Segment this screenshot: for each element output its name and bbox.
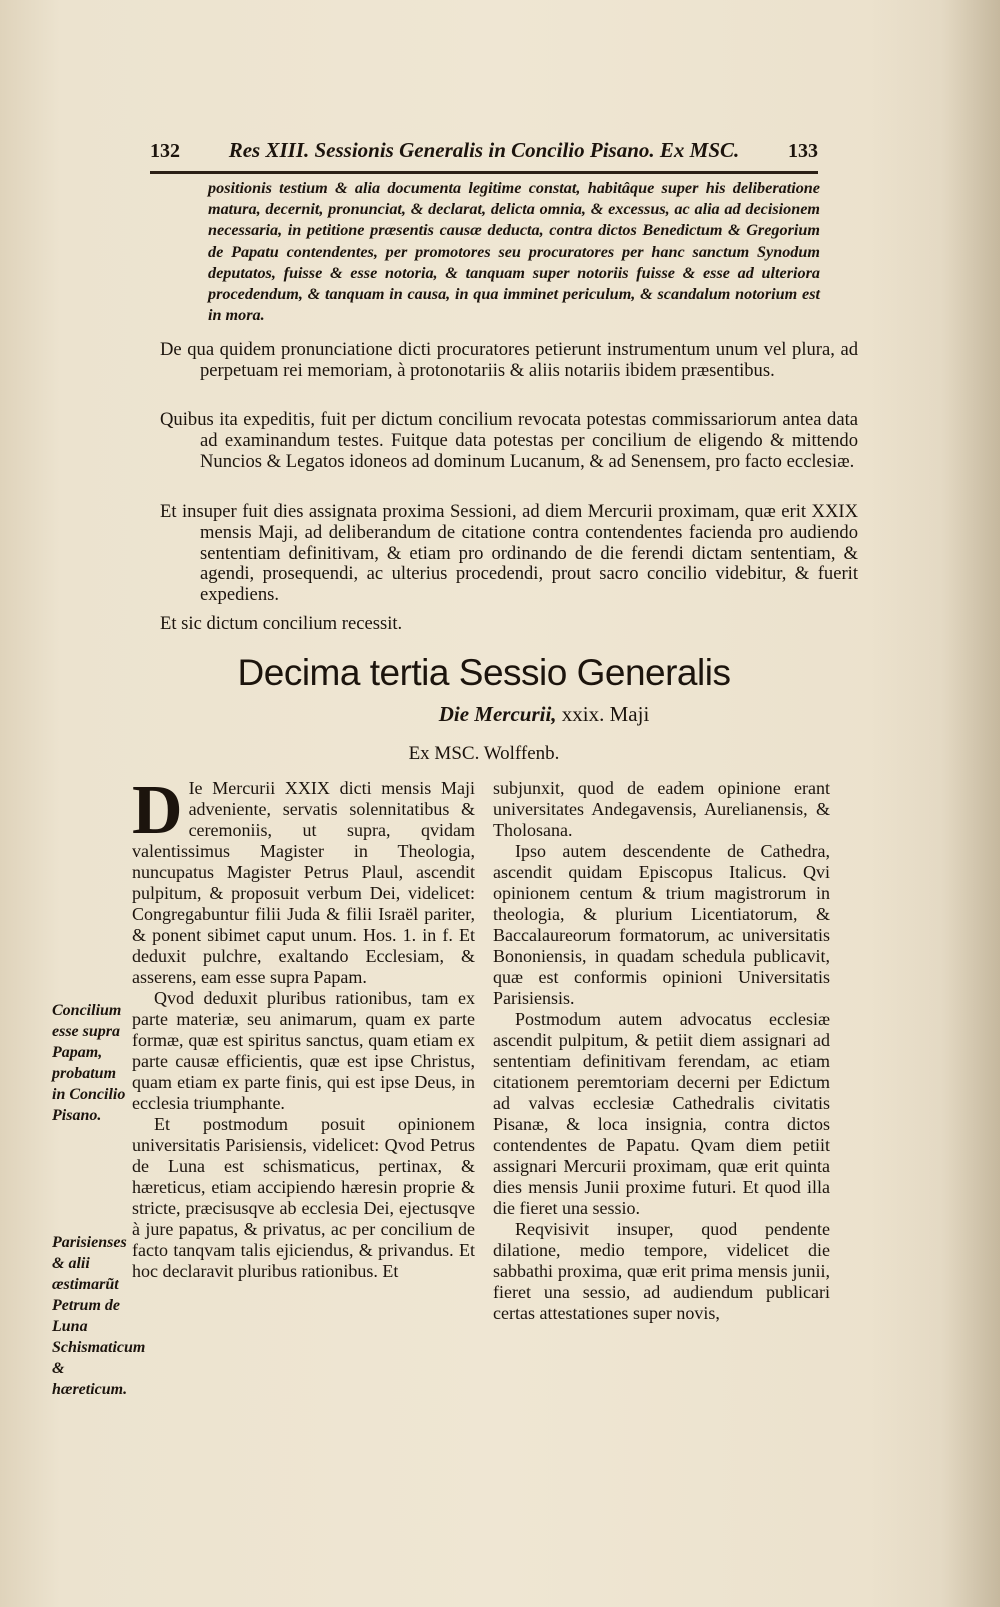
page-number-left: 132 bbox=[150, 140, 180, 162]
page-shadow bbox=[870, 0, 1000, 1607]
margin-note-concilium: Concilium esse supra Papam, probatum in Concilio Pisano. bbox=[52, 1002, 126, 1124]
paragraph-pronunciatione: De qua quidem pronunciatione dicti procuratores petierunt instrumentum unum vel plura, ad perpetuam rei memoriam, à protonotariis & aliis notariis ibidem præsentibus. bbox=[160, 339, 858, 381]
subtitle-day: Die Mercurii, bbox=[438, 702, 557, 726]
header-rule bbox=[150, 171, 818, 174]
paragraph-recessit: Et sic dictum concilium recessit. bbox=[160, 613, 403, 634]
subtitle-date: xxix. Maji bbox=[561, 702, 650, 726]
left-paragraph-2: Qvod deduxit pluribus rationibus, tam ex parte materiæ, seu animarum, quam ex parte formæ, quæ est spiritus sanctus, quam etiam ex parte causæ efficientis, quæ est ipse Christus, quam etiam ex parte finis, qui est ipse Deus, in ecclesia triumphante. bbox=[132, 988, 475, 1113]
section-title: Decima tertia Sessio Generalis bbox=[237, 652, 731, 693]
right-paragraph-2: Ipso autem descendente de Cathedra, ascendit quidam Episcopus Italicus. Qvi opinionem centum & trium magistrorum in theologia, & plurium Licentiatorum, & Baccalaureorum formatorum, ac universitatis Bononiensis, in quadam schedula publicavit, quæ est conformis opinioni Universitatis Parisiensis. bbox=[493, 841, 830, 1008]
running-title: Res XIII. Sessionis Generalis in Concilio Pisano. Ex MSC. bbox=[228, 138, 740, 162]
italic-continuation: positionis testium & alia documenta legitime constat, habitâque super his deliberatione matura, decernit, pronunciat, & declarat, delicta omnia, & excessus, ac alia ad decisionem necessaria, in petitione præsentis causæ deducta, contra dictos Benedictum & Gregorium de Papatu contendentes, per promotores seu procuratores per hanc sanctum Synodum deputatos, fuisse & esse notoria, & tanquam super notoriis fuisse & esse ad ulteriora procedendum, & tanquam in causa, in qua imminet periculum, & scandalum notorium est in mora. bbox=[208, 179, 820, 325]
left-paragraph-1 bbox=[132, 772, 475, 988]
right-paragraph-4: Reqvisivit insuper, quod pendente dilatione, medio tempore, videlicet die sabbathi proxima, quæ erit prima mensis junii, fieret una sessio, ad audiendum publicari certas attestationes super novis, bbox=[493, 1219, 830, 1323]
section-source: Ex MSC. Wolffenb. bbox=[408, 743, 560, 764]
margin-note-parisienses: Parisienses & alii æstimarũt Petrum de Luna Schismaticum & hæreticum. bbox=[52, 1234, 146, 1398]
left-column bbox=[132, 772, 475, 1282]
left-paragraph-3: Et postmodum posuit opinionem universitatis Parisiensis, videlicet: Qvod Petrus de Luna est schismaticus, pertinax, & hæreticus, etiam accipiendo hæresin proprie & stricte, præcisusqve ab ecclesia Dei, ejectusqve à jure papatus, & privatus, ac per concilium de facto tanqvam talis ejiciendus, & privandus. Et hoc declaravit pluribus rationibus. Et bbox=[132, 1114, 475, 1281]
left-paragraph-1-text: Ie Mercurii XXIX dicti mensis Maji adveniente, servatis solennitatibus & ceremoniis, ut supra, qvidam valentissimus Magister in Theologia, nuncupatus Magister Petrus Plaul, ascendit pulpitum, & proposuit verbum Dei, videlicet: Congregabuntur filii Juda & filii Israël pariter, & ponent sibimet caput unum. Hos. 1. in f. Et deduxit pulchre, exaltando Ecclesiam, & asserens, eam esse supra Papam. bbox=[132, 778, 475, 987]
paragraph-expeditis: Quibus ita expeditis, fuit per dictum concilium revocata potestas commissariorum antea data ad examinandum testes. Fuitque data potestas per concilium de eligendo & mittendo Nuncios & Legatos idoneos ad dominum Lucanum, & ad Senensem, pro facto ecclesiæ. bbox=[160, 409, 858, 472]
right-paragraph-1: subjunxit, quod de eadem opinione erant universitates Andegavensis, Aurelianensis, & Tholosana. bbox=[493, 778, 830, 840]
paragraph-insuper: Et insuper fuit dies assignata proxima Sessioni, ad diem Mercurii proximam, quæ erit XXIX mensis Maji, ad deliberandum de citatione contra contendentes facienda pro audiendo sententiam definitivam, & etiam pro ordinando de die ferendi dictam sententiam, & agendi, prosequendi, ac ulterius procedendi, prout sacro concilio videbitur, & fuerit expediens. bbox=[160, 501, 858, 606]
drop-cap: D bbox=[132, 772, 183, 849]
right-paragraph-3: Postmodum autem advocatus ecclesiæ ascendit pulpitum, & petiit diem assignari ad sententiam definitivam ferendam, ac etiam citationem peremtoriam decerni per Edictum ad valvas ecclesiæ Cathedralis civitatis Pisanæ, & loca insignia, contra dictos contendentes de Papatu. Qvam diem petiit assignari Mercurii proximam, quæ erit quinta dies mensis Junii proxime futuri. Et quod illa die fieret una sessio. bbox=[493, 1009, 830, 1218]
section-subtitle bbox=[150, 702, 818, 727]
right-column bbox=[493, 778, 830, 1324]
page-number-right: 133 bbox=[787, 140, 818, 162]
running-header bbox=[150, 138, 818, 163]
